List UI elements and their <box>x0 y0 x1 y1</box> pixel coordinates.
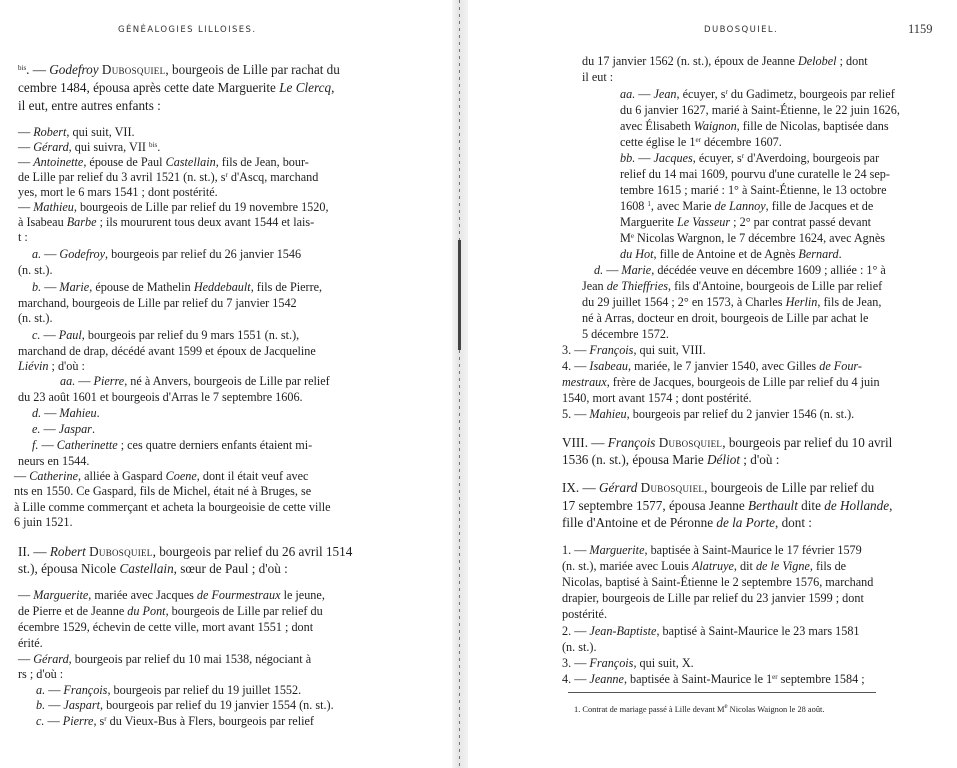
left_page-text-line: II. — Robert Dubosquiel, bourgeois par relief du 26 avril 1514 <box>18 544 353 559</box>
right-page <box>468 0 957 768</box>
right_page-text-line: relief du 14 mai 1609, pourvu d'une curatelle le 24 sep- <box>620 167 890 181</box>
right_page-text-line: (n. st.), mariée avec Louis Alatruye, dit de le Vigne, fils de <box>562 559 847 573</box>
left_page-text-line: — Robert, qui suit, VII. <box>18 125 135 139</box>
left_page-text-line: — Gérard, qui suivra, VII $^{bis}$. <box>18 140 161 154</box>
right_page-text-line: du 29 juillet 1564 ; 2° en 1573, à Charles Herlin, fils de Jean, <box>582 295 882 309</box>
left_page-text-line: à Lille comme commerçant et acheta la bourgeoisie de cette ville <box>14 500 331 514</box>
right_page-text-line: mestraux, frère de Jacques, bourgeois de Lille par relief du 4 juin <box>562 375 880 389</box>
running-head-right: DUBOSQUIEL. <box>704 25 779 35</box>
page-number: 1159 <box>908 22 933 36</box>
right_page-text-line: il eut : <box>582 70 614 84</box>
right_page-text-line: bb. — Jacques, écuyer, $s^r$ d'Averdoing, bourgeois par <box>620 151 880 165</box>
left_page-text-line: Liévin ; d'où : <box>18 359 85 373</box>
left_page-text-line: d. — Mahieu. <box>32 406 100 420</box>
left_page-text-line: il eut, entre autres enfants : <box>18 98 161 113</box>
right_page-text-line: 1540, mort avant 1574 ; dont postérité. <box>562 391 752 405</box>
left_page-text-line: (n. st.). <box>18 311 53 325</box>
left_page-text-line: a. — Godefroy, bourgeois par relief du 26 janvier 1546 <box>32 247 302 261</box>
right_page-text-line: du 17 janvier 1562 (n. st.), époux de Jeanne Delobel ; dont <box>582 54 868 68</box>
left_page-text-line: — Catherine, alliée à Gaspard Coene, dont il était veuf avec <box>14 469 309 483</box>
left_page-text-line: — Antoinette, épouse de Paul Castellain, fils de Jean, bour- <box>18 155 309 169</box>
left_page-text-line: du 23 août 1601 et bourgeois d'Arras le 7 septembre 1606. <box>18 390 303 404</box>
left_page-text-line: — Marguerite, mariée avec Jacques de Fourmestraux le jeune, <box>18 588 325 602</box>
right_page-text-line: VIII. — François Dubosquiel, bourgeois par relief du 10 avril <box>562 435 893 450</box>
right_page-text-line: tembre 1615 ; marié : 1° à Saint-Étienne, le 13 octobre <box>620 183 887 197</box>
left_page-text-line: b. — Jaspart, bourgeois par relief du 19 janvier 1554 (n. st.). <box>36 698 334 712</box>
left_page-text-line: écembre 1529, échevin de cette ville, mort avant 1551 ; dont <box>18 620 314 634</box>
left_page-text-line: neurs en 1544. <box>18 454 90 468</box>
left_page-text-line: yes, mort le 6 mars 1541 ; dont postérité. <box>18 185 218 199</box>
left_page-text-line: e. — Jaspar. <box>32 422 95 436</box>
right_page-text-line: 3. — François, qui suit, VIII. <box>562 343 706 357</box>
right_page-text-line: cette église le 1er décembre 1607. <box>620 135 782 149</box>
left_page-text-line: $^{bis}$. — Godefroy Dubosquiel, bourgeois de Lille par rachat du <box>18 62 340 77</box>
right_page-text-line: 1608 $^1$, avec Marie de Lannoy, fille de Jacques et de <box>620 199 874 213</box>
right_page-text-line: postérité. <box>562 607 608 621</box>
left_page-text-line: marchand, bourgeois de Lille par relief du 7 janvier 1542 <box>18 296 297 310</box>
right_page-text-line: du 6 janvier 1627, marié à Saint-Étienne, le 22 juin 1626, <box>620 103 900 117</box>
right_page-text-line: avec Élisabeth Waignon, fille de Nicolas, baptisée dans <box>620 119 889 133</box>
right_page-text-line: 4. — Jeanne, baptisée à Saint-Maurice le 1er septembre 1584 ; <box>562 672 865 686</box>
gutter-mark <box>458 240 461 350</box>
running-head-left: GÉNÉALOGIES LILLOISES. <box>118 25 257 35</box>
right_page-text-line: 4. — Isabeau, mariée, le 7 janvier 1540, avec Gilles de Four- <box>562 359 862 373</box>
left_page-text-line: 6 juin 1521. <box>14 515 73 529</box>
right_page-text-line: 2. — Jean-Baptiste, baptisé à Saint-Maurice le 23 mars 1581 <box>562 624 860 638</box>
left_page-text-line: de Lille par relief du 3 avril 1521 (n. st.), $s^r$ d'Ascq, marchand <box>18 170 319 184</box>
left_page-text-line: f. — Catherinette ; ces quatre derniers enfants étaient mi- <box>32 438 313 452</box>
book-gutter <box>452 0 468 768</box>
footnote: 1. Contrat de mariage passé à Lille devant Me Nicolas Waignon le 28 août. <box>574 702 825 714</box>
left_page-text-line: à Isabeau Barbe ; ils moururent tous deux avant 1544 et lais- <box>18 215 315 229</box>
left_page-text-line: c. — Pierre, $s^r$ du Vieux-Bus à Flers, bourgeois par relief <box>36 714 314 728</box>
left_page-text-line: — Gérard, bourgeois par relief du 10 mai 1538, négociant à <box>18 652 312 666</box>
right_page-text-line: 1. — Marguerite, baptisée à Saint-Maurice le 17 février 1579 <box>562 543 862 557</box>
right_page-text-line: fille d'Antoine et de Péronne de la Porte, dont : <box>562 515 812 530</box>
left-page <box>0 0 452 768</box>
left_page-text-line: a. — François, bourgeois par relief du 19 juillet 1552. <box>36 683 302 697</box>
right_page-text-line: 5. — Mahieu, bourgeois par relief du 2 janvier 1546 (n. st.). <box>562 407 855 421</box>
right_page-text-line: 5 décembre 1572. <box>582 327 669 341</box>
left_page-text-line: rs ; d'où : <box>18 667 64 681</box>
left_page-text-line: — Mathieu, bourgeois de Lille par relief du 19 novembre 1520, <box>18 200 329 214</box>
left_page-text-line: b. — Marie, épouse de Mathelin Heddebault, fils de Pierre, <box>32 280 323 294</box>
right_page-text-line: IX. — Gérard Dubosquiel, bourgeois de Lille par relief du <box>562 480 875 495</box>
right_page-text-line: du Hot, fille de Antoine et de Agnès Bernard. <box>620 247 842 261</box>
gutter-rule <box>459 0 460 768</box>
left_page-text-line: cembre 1484, épousa après cette date Marguerite Le Clercq, <box>18 80 335 95</box>
right_page-text-line: d. — Marie, décédée veuve en décembre 1609 ; alliée : 1° à <box>594 263 886 277</box>
left_page-text-line: de Pierre et de Jeanne du Pont, bourgeois de Lille par relief du <box>18 604 323 618</box>
left_page-text-line: érité. <box>18 636 43 650</box>
right_page-text-line: né à Arras, docteur en droit, bourgeois de Lille par achat le <box>582 311 869 325</box>
left_page-text-line: (n. st.). <box>18 263 53 277</box>
left_page-text-line: marchand de drap, décédé avant 1599 et époux de Jacqueline <box>18 344 316 358</box>
left_page-text-line: nts en 1550. Ce Gaspard, fils de Michel, était né à Bruges, se <box>14 484 312 498</box>
right_page-text-line: Nicolas, baptisé à Saint-Étienne le 2 septembre 1576, marchand <box>562 575 874 589</box>
left_page-text-line: c. — Paul, bourgeois par relief du 9 mars 1551 (n. st.), <box>32 328 300 342</box>
right_page-text-line: drapier, bourgeois de Lille par relief du 23 janvier 1599 ; dont <box>562 591 864 605</box>
right_page-text-line: (n. st.). <box>562 640 597 654</box>
right_page-text-line: 1536 (n. st.), épousa Marie Déliot ; d'où : <box>562 452 780 467</box>
left_page-text-line: st.), épousa Nicole Castellain, sœur de Paul ; d'où : <box>18 561 288 576</box>
right_page-text-line: 17 septembre 1577, épousa Jeanne Berthault dite de Hollande, <box>562 498 893 513</box>
right_page-text-line: Marguerite Le Vasseur ; 2° par contrat passé devant <box>620 215 872 229</box>
right_page-text-line: 3. — François, qui suit, X. <box>562 656 694 670</box>
footnote-rule <box>568 692 876 693</box>
left_page-text-line: aa. — Pierre, né à Anvers, bourgeois de Lille par relief <box>60 374 330 388</box>
left_page-text-line: t : <box>18 230 28 244</box>
right_page-text-line: Jean de Thieffries, fils d'Antoine, bourgeois de Lille par relief <box>582 279 883 293</box>
right_page-text-line: Me Nicolas Wargnon, le 7 décembre 1624, avec Agnès <box>620 231 885 245</box>
right_page-text-line: aa. — Jean, écuyer, $s^r$ du Gadimetz, bourgeois par relief <box>620 87 895 101</box>
